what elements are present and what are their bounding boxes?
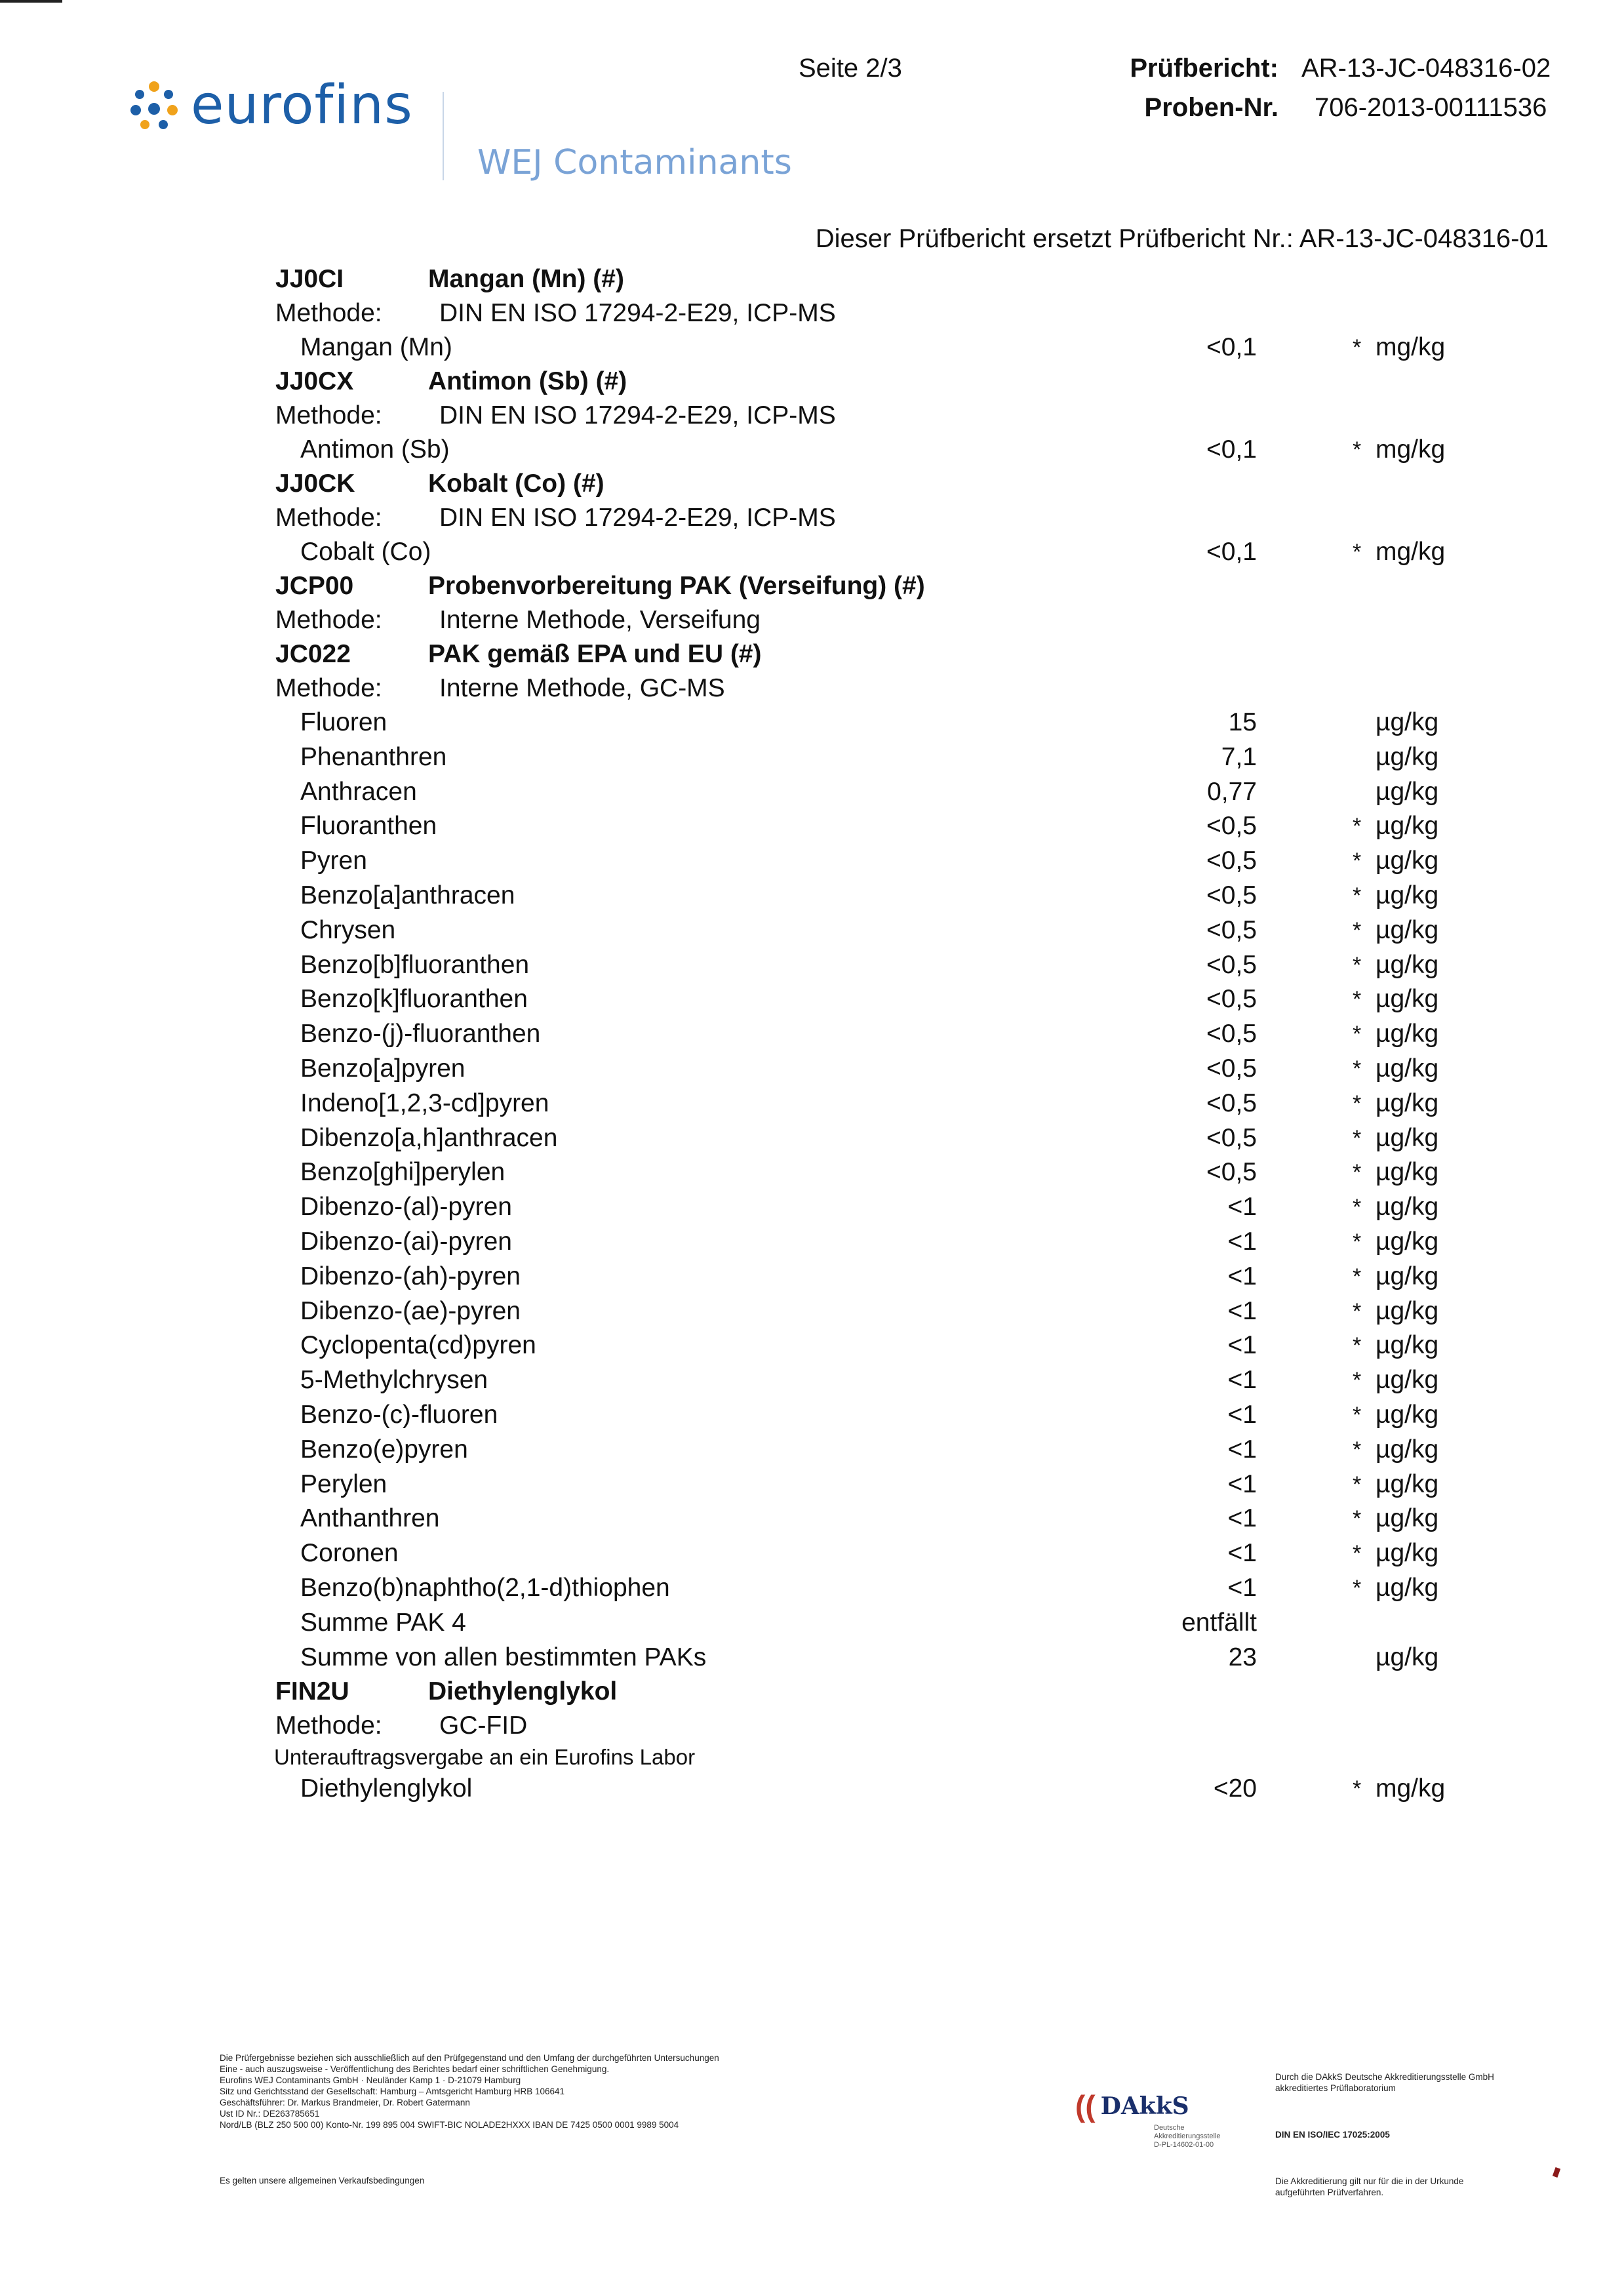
result-value: <0,1 — [1206, 435, 1257, 464]
section-code: JJ0CI — [275, 265, 344, 293]
result-row — [0, 1433, 1624, 1467]
accreditation-star: * — [1353, 952, 1362, 978]
method-row — [0, 501, 1624, 535]
result-row — [0, 1328, 1624, 1363]
parameter-name: Fluoranthen — [300, 812, 437, 841]
parameter-name: Benzo(b)naphtho(2,1-d)thiophen — [300, 1573, 670, 1602]
result-value: 15 — [1228, 708, 1257, 736]
result-value: <1 — [1227, 1469, 1257, 1498]
result-row — [0, 535, 1624, 569]
parameter-name: Coronen — [300, 1539, 399, 1568]
accreditation-star: * — [1353, 1333, 1362, 1359]
section-title: Kobalt (Co) (#) — [428, 469, 604, 498]
result-value: <1 — [1227, 1435, 1257, 1464]
section-title: Probenvorbereitung PAK (Verseifung) (#) — [428, 572, 925, 600]
result-value: <1 — [1227, 1504, 1257, 1533]
parameter-name: Perylen — [300, 1469, 387, 1498]
parameter-name: Chrysen — [300, 915, 396, 944]
method-row — [0, 603, 1624, 637]
result-value: <0,1 — [1206, 538, 1257, 566]
result-value: <0,5 — [1206, 1054, 1257, 1083]
accreditation-star: * — [1353, 1402, 1362, 1427]
method-value: Interne Methode, Verseifung — [439, 606, 761, 634]
result-row — [0, 1260, 1624, 1294]
result-unit: µg/kg — [1376, 777, 1439, 806]
result-row — [0, 433, 1624, 467]
section-header-row — [0, 467, 1624, 501]
replaces-report-note: Dieser Prüfbericht ersetzt Prüfbericht Nr.: AR-13-JC-048316-01 — [815, 224, 1549, 253]
page-number: Seite 2/3 — [799, 54, 902, 83]
section-code: JCP00 — [275, 572, 354, 600]
parameter-name: Diethylenglykol — [300, 1774, 473, 1803]
accreditation-star: * — [1353, 987, 1362, 1012]
accreditation-star: * — [1353, 335, 1362, 360]
accreditation-scope: Die Akkreditierung gilt nur für die in der Urkunde aufgeführten Prüfverfahren. — [1275, 2176, 1464, 2197]
method-label: Methode: — [275, 504, 382, 532]
logo-divider — [443, 92, 444, 180]
eurofins-logo — [121, 72, 413, 138]
red-mark — [1553, 2167, 1560, 2178]
accreditation-star: * — [1353, 1264, 1362, 1289]
parameter-name: Benzo(e)pyren — [300, 1435, 468, 1464]
accreditation-star: * — [1353, 883, 1362, 908]
result-value: <0,5 — [1206, 950, 1257, 979]
result-unit: µg/kg — [1376, 1020, 1439, 1048]
section-title: Antimon (Sb) (#) — [428, 367, 627, 395]
result-unit: µg/kg — [1376, 881, 1439, 909]
result-unit: µg/kg — [1376, 1366, 1439, 1395]
footer-terms: Es gelten unsere allgemeinen Verkaufsbedingungen — [220, 2176, 425, 2185]
accreditation-star: * — [1353, 1575, 1362, 1601]
result-unit: µg/kg — [1376, 1504, 1439, 1533]
result-row — [0, 330, 1624, 365]
parameter-name: Dibenzo-(al)-pyren — [300, 1193, 512, 1222]
result-row — [0, 948, 1624, 983]
result-value: <1 — [1227, 1539, 1257, 1568]
report-label: Prüfbericht: — [1130, 54, 1278, 83]
result-unit: µg/kg — [1376, 1296, 1439, 1325]
result-row — [0, 1641, 1624, 1675]
report-number: AR-13-JC-048316-02 — [1301, 54, 1551, 83]
dakks-accreditation-mark — [1075, 2088, 1221, 2149]
parameter-name: Mangan (Mn) — [300, 333, 452, 361]
method-value: DIN EN ISO 17294-2-E29, ICP-MS — [439, 401, 836, 429]
result-unit: µg/kg — [1376, 1469, 1439, 1498]
result-unit: µg/kg — [1376, 915, 1439, 944]
method-value: DIN EN ISO 17294-2-E29, ICP-MS — [439, 299, 836, 327]
subcontract-note-row — [0, 1743, 1624, 1772]
result-row — [0, 1087, 1624, 1121]
result-row — [0, 1363, 1624, 1398]
logo-wordmark: eurofins — [191, 73, 413, 136]
result-unit: µg/kg — [1376, 1539, 1439, 1568]
parameter-name: Benzo[ghi]perylen — [300, 1158, 505, 1187]
accreditation-star: * — [1353, 1160, 1362, 1186]
result-unit: µg/kg — [1376, 1435, 1439, 1464]
parameter-name: Benzo[a]pyren — [300, 1054, 465, 1083]
result-unit: µg/kg — [1376, 1193, 1439, 1222]
accreditation-line-1: Durch die DAkkS Deutsche Akkreditierungsstelle GmbH akkreditiertes Prüflaboratorium — [1275, 2072, 1494, 2093]
accreditation-star: * — [1353, 1471, 1362, 1497]
result-value: <0,5 — [1206, 985, 1257, 1014]
result-unit: µg/kg — [1376, 1643, 1439, 1671]
section-code: JJ0CX — [275, 367, 354, 395]
result-unit: µg/kg — [1376, 1123, 1439, 1152]
accreditation-star: * — [1353, 1776, 1362, 1802]
method-row — [0, 399, 1624, 433]
result-unit: mg/kg — [1376, 1774, 1446, 1803]
result-row — [0, 775, 1624, 810]
result-value: <0,5 — [1206, 1123, 1257, 1152]
accreditation-star: * — [1353, 1541, 1362, 1567]
parameter-name: Anthanthren — [300, 1504, 440, 1533]
parameter-name: Benzo-(c)-fluoren — [300, 1400, 498, 1429]
accreditation-standard: DIN EN ISO/IEC 17025:2005 — [1275, 2130, 1390, 2140]
result-unit: mg/kg — [1376, 435, 1446, 464]
result-value: <1 — [1227, 1573, 1257, 1602]
accreditation-star: * — [1353, 1368, 1362, 1393]
result-value: 7,1 — [1221, 742, 1257, 771]
result-unit: µg/kg — [1376, 742, 1439, 771]
result-row — [0, 706, 1624, 740]
parameter-name: Indeno[1,2,3-cd]pyren — [300, 1088, 549, 1117]
section-code: JJ0CK — [275, 469, 355, 498]
footer-legal-text: Die Prüfergebnisse beziehen sich ausschließlich auf den Prüfgegenstand und den Umfang der durchgeführten Untersuchungen Eine - auch auszugsweise - Veröffentlichung des Berichtes bedarf einer schriftlichen Genehmigung. Eurofins WEJ Contaminants GmbH · Neuländer Kamp 1 · D-21079 Hamburg Sitz und Gerichtsstand der Gesellschaft: Hamburg – Amtsgericht Hamburg HRB 106641 Geschäftsführer: Dr. Markus Brandmeier, Dr. Robert Gatermann Ust ID Nr.: DE263785651 Nord/LB (BLZ 250 500 00) Konto-Nr. 199 895 004 SWIFT-BIC NOLADE2HXXX IBAN DE 7425 0500 0001 9989 5004 — [220, 2053, 719, 2130]
section-title: PAK gemäß EPA und EU (#) — [428, 640, 762, 668]
section-code: JC022 — [275, 640, 351, 668]
result-value: <1 — [1227, 1193, 1257, 1222]
method-row — [0, 296, 1624, 330]
result-row — [0, 1294, 1624, 1329]
method-row — [0, 1709, 1624, 1743]
result-value: <1 — [1227, 1262, 1257, 1290]
parameter-name: Benzo[k]fluoranthen — [300, 985, 528, 1014]
accreditation-star: * — [1353, 1229, 1362, 1254]
sample-number: 706-2013-00111536 — [1315, 93, 1547, 122]
result-value: <0,5 — [1206, 915, 1257, 944]
result-value: <0,5 — [1206, 1088, 1257, 1117]
method-label: Methode: — [275, 299, 382, 327]
result-value: 23 — [1228, 1643, 1257, 1671]
result-value: <1 — [1227, 1366, 1257, 1395]
result-unit: µg/kg — [1376, 1573, 1439, 1602]
result-row — [0, 1121, 1624, 1156]
section-header-row — [0, 365, 1624, 399]
parameter-name: Antimon (Sb) — [300, 435, 450, 464]
accreditation-star: * — [1353, 1298, 1362, 1324]
result-unit: µg/kg — [1376, 1331, 1439, 1360]
parameter-name: Anthracen — [300, 777, 417, 806]
result-row — [0, 1155, 1624, 1190]
accreditation-star: * — [1353, 1437, 1362, 1462]
result-value: <20 — [1213, 1774, 1257, 1803]
result-unit: µg/kg — [1376, 1400, 1439, 1429]
eurofins-dots-icon — [121, 72, 187, 138]
subcontract-note: Unterauftragsvergabe an ein Eurofins Labor — [274, 1745, 696, 1770]
result-row — [0, 740, 1624, 775]
section-header-row — [0, 569, 1624, 603]
result-unit: µg/kg — [1376, 847, 1439, 875]
result-value: <0,5 — [1206, 812, 1257, 841]
parameter-name: Dibenzo-(ai)-pyren — [300, 1227, 512, 1256]
result-unit: µg/kg — [1376, 708, 1439, 736]
result-value: <1 — [1227, 1400, 1257, 1429]
method-label: Methode: — [275, 401, 382, 429]
parameter-name: Dibenzo[a,h]anthracen — [300, 1123, 558, 1152]
accreditation-star: * — [1353, 540, 1362, 565]
result-row — [0, 1571, 1624, 1606]
result-value: <0,5 — [1206, 1020, 1257, 1048]
dakks-logo-text: DAkkS — [1100, 2092, 1189, 2120]
accreditation-star: * — [1353, 917, 1362, 943]
parameter-name: Cobalt (Co) — [300, 538, 431, 566]
result-unit: µg/kg — [1376, 812, 1439, 841]
result-row — [0, 1225, 1624, 1260]
section-title: Mangan (Mn) (#) — [428, 265, 624, 293]
result-row — [0, 1190, 1624, 1225]
result-unit: µg/kg — [1376, 1158, 1439, 1187]
method-label: Methode: — [275, 606, 382, 634]
result-value: entfällt — [1181, 1608, 1257, 1637]
result-row — [0, 1772, 1624, 1806]
method-label: Methode: — [275, 1711, 382, 1740]
results-table — [0, 262, 1624, 1806]
parameter-name: 5-Methylchrysen — [300, 1366, 488, 1395]
sample-label: Proben-Nr. — [1144, 93, 1278, 122]
section-header-row — [0, 637, 1624, 671]
parameter-name: Benzo[a]anthracen — [300, 881, 515, 909]
accreditation-star: * — [1353, 1506, 1362, 1532]
parameter-name: Dibenzo-(ah)-pyren — [300, 1262, 521, 1290]
result-value: 0,77 — [1207, 777, 1257, 806]
result-value: <1 — [1227, 1331, 1257, 1360]
parameter-name: Dibenzo-(ae)-pyren — [300, 1296, 521, 1325]
result-unit: µg/kg — [1376, 1227, 1439, 1256]
result-unit: mg/kg — [1376, 333, 1446, 361]
result-row — [0, 1467, 1624, 1502]
subbrand-name: WEJ Contaminants — [477, 143, 792, 182]
accreditation-star: * — [1353, 814, 1362, 839]
parameter-name: Fluoren — [300, 708, 387, 736]
accreditation-star: * — [1353, 1125, 1362, 1151]
parameter-name: Summe PAK 4 — [300, 1608, 466, 1637]
result-unit: µg/kg — [1376, 950, 1439, 979]
method-row — [0, 671, 1624, 706]
section-title: Diethylenglykol — [428, 1677, 618, 1706]
parameter-name: Benzo[b]fluoranthen — [300, 950, 530, 979]
result-row — [0, 879, 1624, 913]
result-row — [0, 809, 1624, 844]
dakks-sub-text: Deutsche Akkreditierungsstelle D-PL-14602-01-00 — [1154, 2124, 1221, 2149]
result-unit: mg/kg — [1376, 538, 1446, 566]
result-row — [0, 913, 1624, 948]
accreditation-star: * — [1353, 1056, 1362, 1081]
method-value: DIN EN ISO 17294-2-E29, ICP-MS — [439, 504, 836, 532]
result-row — [0, 1536, 1624, 1571]
result-unit: µg/kg — [1376, 1054, 1439, 1083]
accreditation-star: * — [1353, 848, 1362, 874]
result-value: <0,5 — [1206, 1158, 1257, 1187]
result-row — [0, 1606, 1624, 1641]
parameter-name: Cyclopenta(cd)pyren — [300, 1331, 536, 1360]
accreditation-star: * — [1353, 1195, 1362, 1220]
method-value: Interne Methode, GC-MS — [439, 674, 725, 702]
scan-corner-mark — [0, 0, 62, 3]
result-row — [0, 1502, 1624, 1536]
accreditation-star: * — [1353, 437, 1362, 462]
result-row — [0, 1052, 1624, 1087]
result-unit: µg/kg — [1376, 1262, 1439, 1290]
result-value: <1 — [1227, 1227, 1257, 1256]
footer-accreditation-text — [1275, 2049, 1494, 2209]
result-row — [0, 844, 1624, 879]
dakks-arc-icon: (( — [1075, 2089, 1096, 2123]
method-value: GC-FID — [439, 1711, 528, 1740]
method-label: Methode: — [275, 674, 382, 702]
result-unit: µg/kg — [1376, 985, 1439, 1014]
parameter-name: Benzo-(j)-fluoranthen — [300, 1020, 541, 1048]
result-row — [0, 982, 1624, 1017]
accreditation-star: * — [1353, 1090, 1362, 1116]
result-row — [0, 1398, 1624, 1433]
section-code: FIN2U — [275, 1677, 349, 1706]
parameter-name: Summe von allen bestimmten PAKs — [300, 1643, 707, 1671]
section-header-row — [0, 262, 1624, 296]
result-unit: µg/kg — [1376, 1088, 1439, 1117]
result-value: <0,5 — [1206, 847, 1257, 875]
parameter-name: Pyren — [300, 847, 367, 875]
parameter-name: Phenanthren — [300, 742, 447, 771]
result-value: <0,5 — [1206, 881, 1257, 909]
result-row — [0, 1017, 1624, 1052]
result-value: <1 — [1227, 1296, 1257, 1325]
result-value: <0,1 — [1206, 333, 1257, 361]
accreditation-star: * — [1353, 1022, 1362, 1047]
section-header-row — [0, 1675, 1624, 1709]
